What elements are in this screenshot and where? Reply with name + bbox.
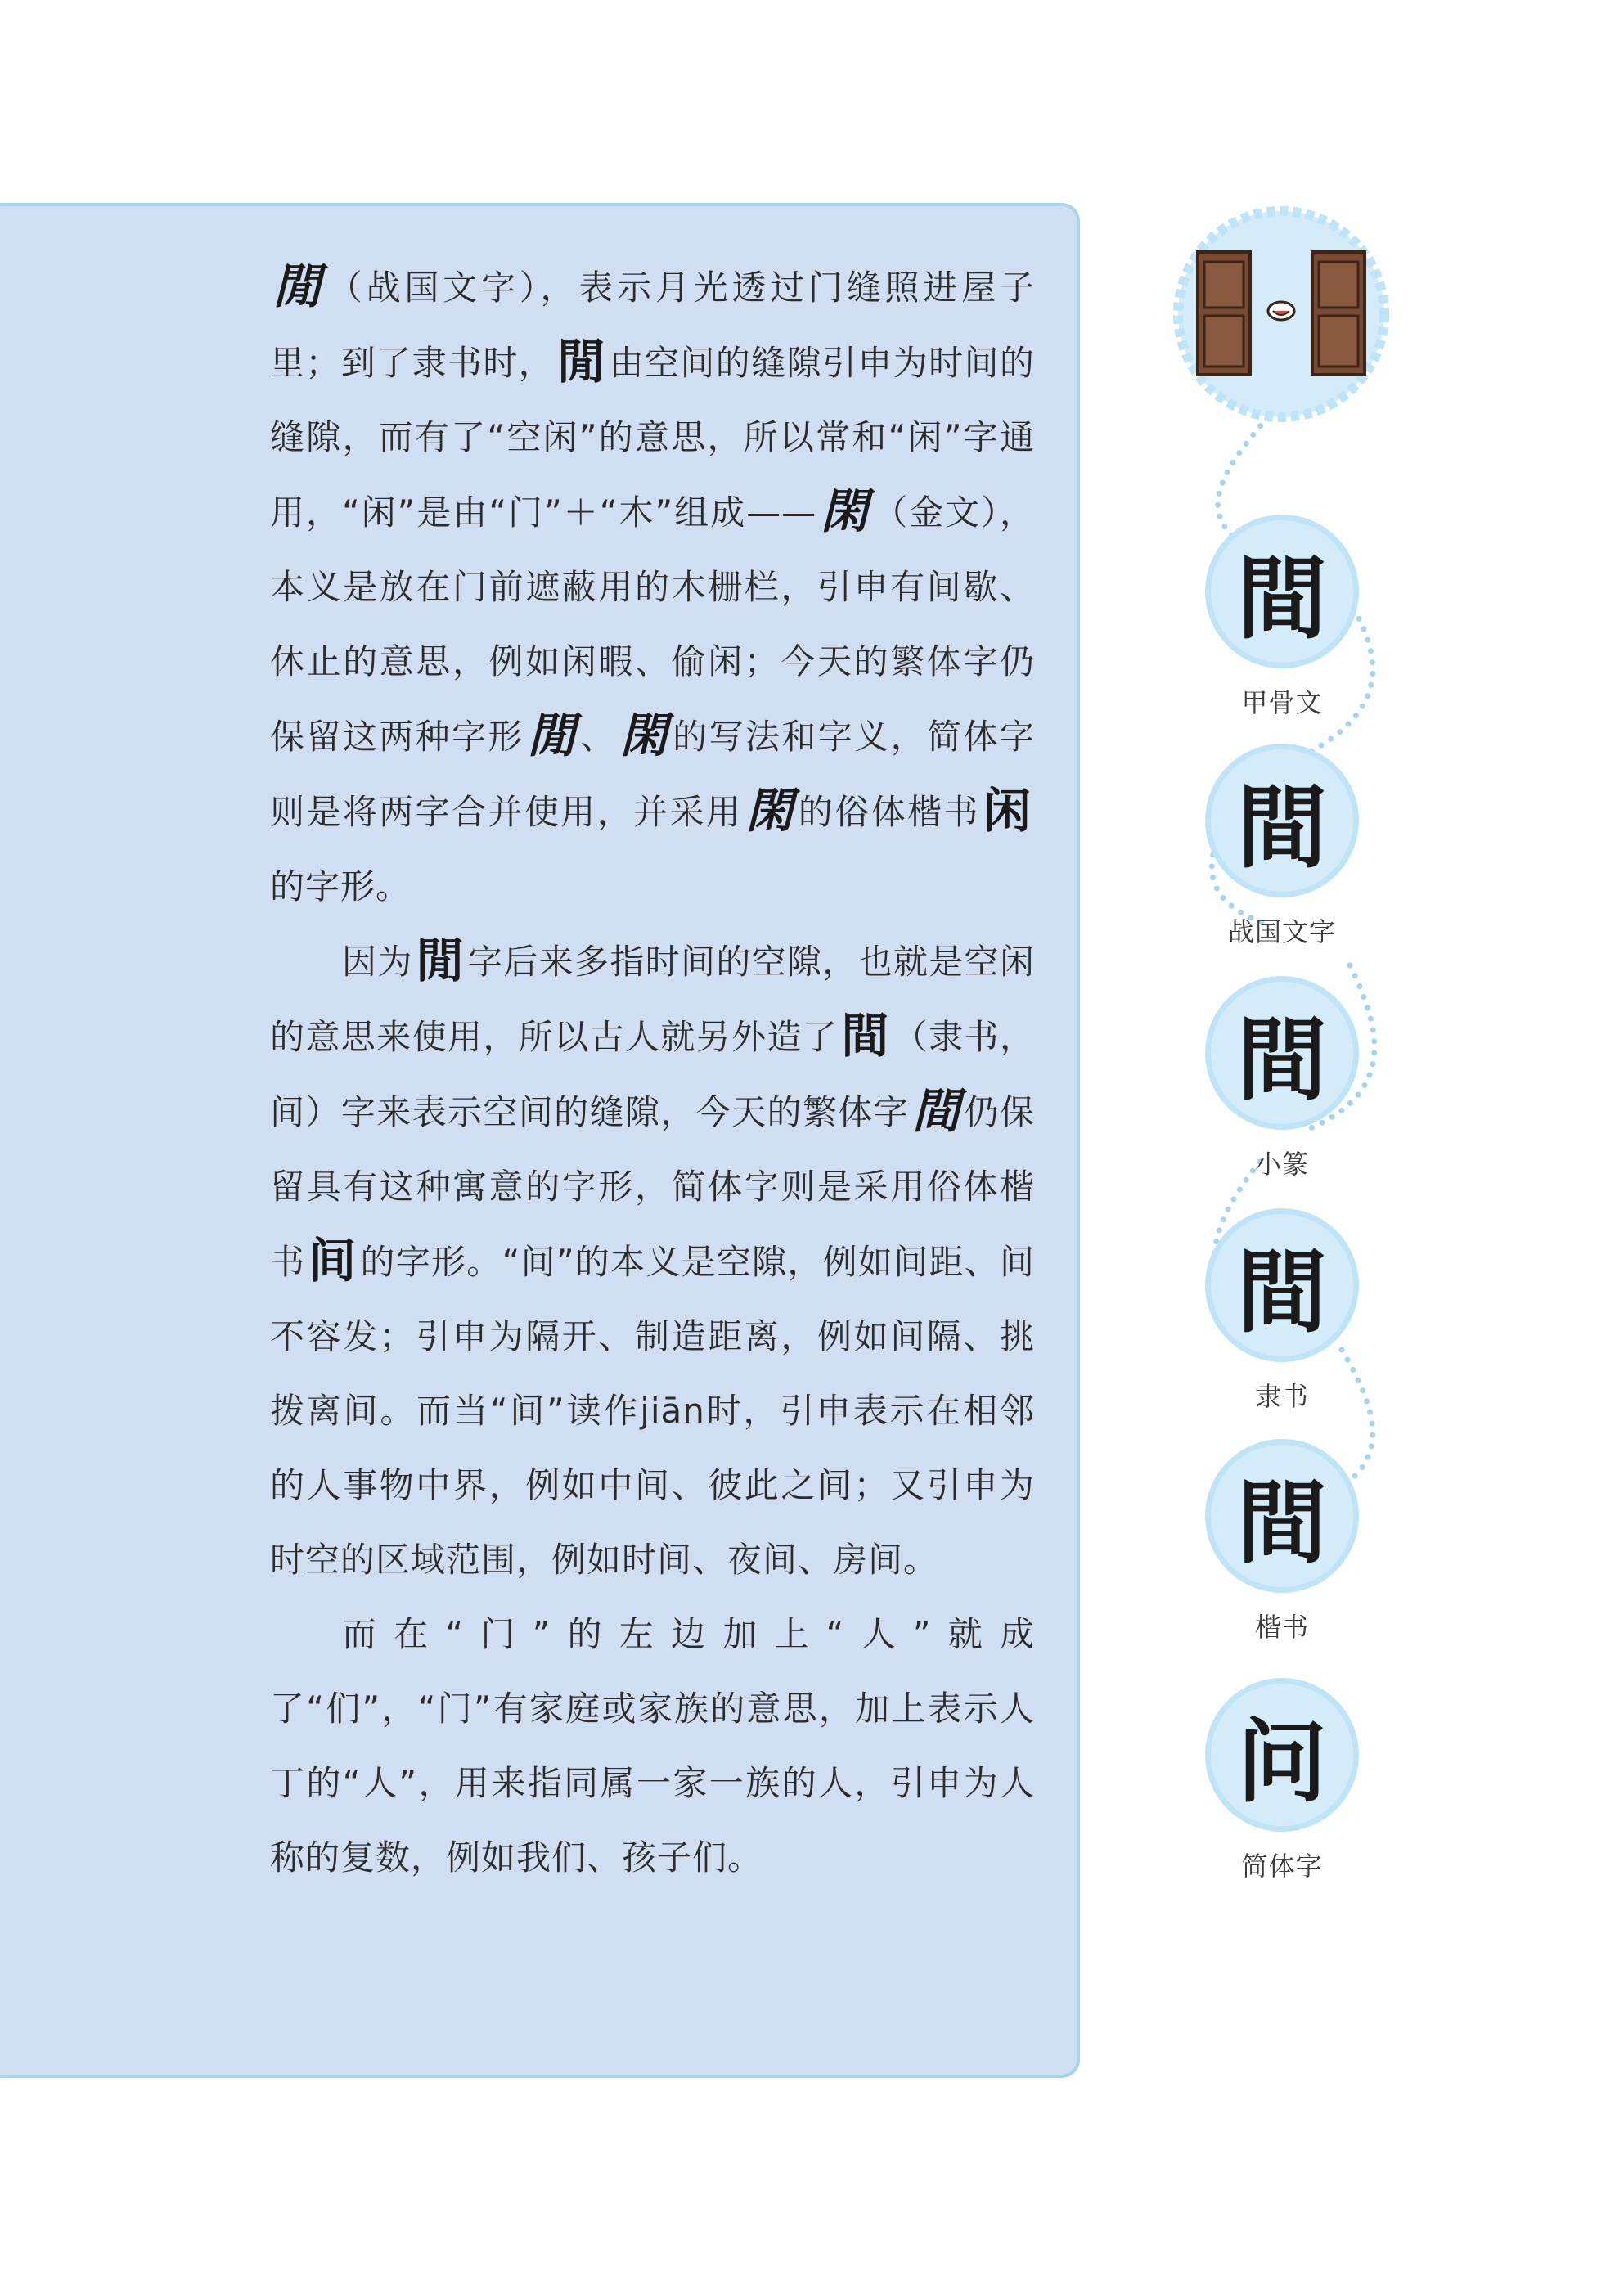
text-run: 的俗体楷书 <box>798 792 980 832</box>
text-run: 仍保留具有这种寓意的字形，简体字则是采用俗体楷书 <box>270 1092 1035 1282</box>
body-text <box>270 250 1035 1895</box>
text-run: 因为 <box>342 942 413 982</box>
oracle-bone-glyph: 間 <box>1211 520 1353 663</box>
text-run: 的写法和字义，简体字则是将两字合并使用，并采用 <box>270 717 1035 832</box>
evolution-item-regular <box>1200 1445 1364 1644</box>
evolution-label: 简体字 <box>1241 1851 1323 1882</box>
evolution-item-small-seal <box>1200 982 1364 1181</box>
pinyin: jiān <box>640 1391 705 1431</box>
small-seal-glyph: 間 <box>1211 982 1353 1124</box>
text-run: 的字形。“间”的本义是空隙，例如间距、间不容发；引申为隔开、制造距离，例如间隔、挑拨离间。而当“间”读作 <box>270 1242 1035 1431</box>
evolution-label: 楷书 <box>1254 1612 1309 1643</box>
evolution-label: 战国文字 <box>1227 916 1336 947</box>
evolution-item-simplified <box>1200 1684 1364 1883</box>
evolution-item-clerical <box>1200 1214 1364 1414</box>
text-run: 字后来多指时间的空隙，也就是空闲的意思来使用，所以古人就另外造了 <box>270 942 1035 1057</box>
text-run: （金文），本义是放在门前遮蔽用的木栅栏，引申有间歇、休止的意思，例如闲暇、偷闲；今天的繁体字仍保留这两种字形 <box>270 492 1035 757</box>
text-run: 由空间的缝隙引申为时间的缝隙，而有了“空闲”的意思，所以常和“闲”字通用，“闲”是由“门”＋“木”组成—— <box>270 343 1035 533</box>
warring-states-glyph: 間 <box>1211 749 1353 892</box>
paragraph-3 <box>270 1597 1035 1895</box>
evolution-label: 隶书 <box>1254 1381 1309 1412</box>
evolution-item-oracle <box>1200 520 1364 720</box>
clerical-glyph: 閒 <box>416 933 466 988</box>
simplified-glyph: 问 <box>1211 1684 1353 1826</box>
evolution-label: 甲骨文 <box>1241 687 1323 718</box>
clerical-glyph: 閒 <box>557 334 606 389</box>
text-run: 的字形。 <box>270 866 412 906</box>
warring-states-glyph: 閒 <box>273 259 325 314</box>
evolution-label: 小篆 <box>1254 1149 1309 1180</box>
text-run: 、 <box>580 717 617 757</box>
bronze-glyph: 閑 <box>820 483 870 539</box>
paragraph-1 <box>270 250 1035 924</box>
door-icon <box>1168 201 1394 427</box>
traditional-glyph: 間 <box>912 1083 961 1139</box>
paragraph-2 <box>270 924 1035 1597</box>
evolution-item-warring-states <box>1200 749 1364 949</box>
clerical-glyph: 間 <box>1211 1214 1353 1356</box>
variant-glyph: 閑 <box>745 783 795 839</box>
regular-script-glyph: 間 <box>1211 1445 1353 1587</box>
text-run: （隶书，间）字来表示空间的缝隙，今天的繁体字 <box>270 1017 1035 1132</box>
simplified-glyph: 闲 <box>983 783 1032 839</box>
text-run: 时，引申表示在相邻的人事物中界，例如中间、彼此之间；又引申为时空的区域范围，例如时间、夜间、房间。 <box>270 1391 1035 1580</box>
traditional-glyph-b: 閑 <box>619 708 670 763</box>
text-run: （战国文字），表示月光透过门缝照进屋子里；到了隶书时， <box>270 268 1035 383</box>
clerical-glyph: 間 <box>841 1008 890 1064</box>
text-run: 而在“门”的左边加上“人”就成了“们”，“门”有家庭或家族的意思，加上表示人丁的“人”，用来指同属一家一族的人，引申为人称的复数，例如我们、孩子们。 <box>270 1614 1035 1878</box>
traditional-glyph-a: 閒 <box>527 708 578 763</box>
simplified-glyph: 间 <box>308 1233 358 1288</box>
